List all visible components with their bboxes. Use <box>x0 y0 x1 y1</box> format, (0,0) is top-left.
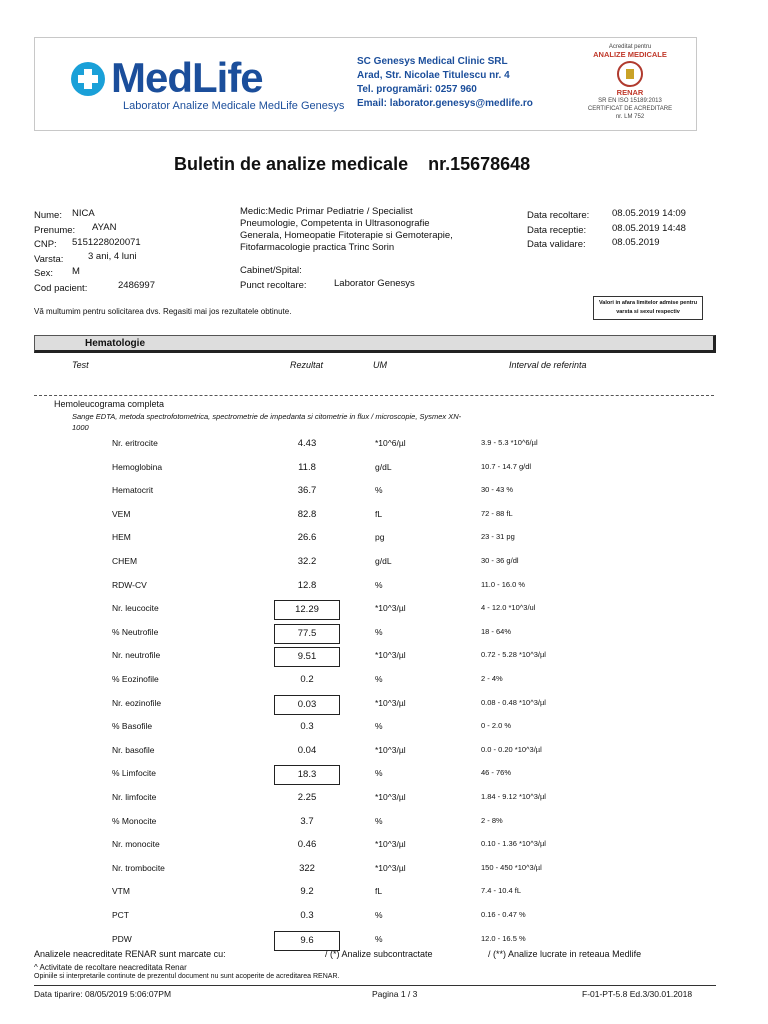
test-name: Hematocrit <box>112 485 154 495</box>
reference-interval: 3.9 - 5.3 *10^6/µl <box>481 438 538 447</box>
reference-interval: 72 - 88 fL <box>481 509 513 518</box>
logo-subtitle: Laborator Analize Medicale MedLife Genesys <box>123 100 345 112</box>
reference-interval: 2 - 8% <box>481 816 503 825</box>
reference-interval: 0 - 2.0 % <box>481 721 512 730</box>
out-of-range-legend: Valori in afara limitelor admise pentru varsta si sexul respectiv <box>593 296 703 320</box>
cabinet-label: Cabinet/Spital: <box>240 265 302 276</box>
table-row <box>0 698 768 718</box>
reception-date-label: Data receptie: <box>527 225 587 236</box>
test-result: 18.3 <box>274 765 340 785</box>
reference-interval: 30 - 43 % <box>481 485 514 494</box>
validation-date-label: Data validare: <box>527 239 586 250</box>
col-result: Rezultat <box>290 360 324 370</box>
patient-sex: M <box>72 266 80 277</box>
table-row <box>0 509 768 529</box>
punct-label: Punct recoltare: <box>240 280 307 291</box>
medic-info: Medic:Medic Primar Pediatrie / Specialist Pneumologie, Competenta in Ultrasonografie Generala, Homeopatie Fitoterapie si Gemoterapie, Fitofarmacologie practica Trinc Sorin <box>240 206 453 253</box>
test-result: 9.51 <box>274 647 340 667</box>
col-um: UM <box>373 360 387 370</box>
page-number: Pagina 1 / 3 <box>372 989 418 999</box>
test-result: 0.04 <box>297 745 317 756</box>
test-unit: *10^3/µl <box>375 792 406 802</box>
test-group-title: Hemoleucograma completa <box>54 399 165 409</box>
table-row <box>0 721 768 741</box>
cnp-label: CNP: <box>34 239 57 250</box>
document-title <box>174 154 530 175</box>
reference-interval: 7.4 - 10.4 fL <box>481 886 522 895</box>
clinic-email[interactable]: Email: laborator.genesys@medlife.ro <box>357 98 533 109</box>
test-name: % Neutrofile <box>112 627 159 637</box>
name-label: Nume: <box>34 210 62 221</box>
table-row <box>0 674 768 694</box>
test-unit: *10^3/µl <box>375 745 406 755</box>
accred-line: Acreditat pentru <box>608 44 652 50</box>
validation-date: 08.05.2019 <box>612 237 660 248</box>
test-name: Nr. trombocite <box>112 863 165 873</box>
patient-code-label: Cod pacient: <box>34 283 88 294</box>
test-unit: *10^3/µl <box>375 863 406 873</box>
clinic-info <box>357 55 533 111</box>
reference-interval: 30 - 36 g/dl <box>481 556 519 565</box>
collection-date-label: Data recoltare: <box>527 210 590 221</box>
clinic-phone: Tel. programări: 0257 960 <box>357 84 477 95</box>
accred-number: nr. LM 752 <box>615 114 645 120</box>
title-text: Buletin de analize medicale <box>174 154 409 174</box>
reference-interval: 1.84 - 9.12 *10^3/µl <box>481 792 546 801</box>
test-name: VTM <box>112 886 130 896</box>
col-test: Test <box>72 360 89 370</box>
test-result: 2.25 <box>297 792 317 803</box>
reference-interval: 2 - 4% <box>481 674 503 683</box>
table-row <box>0 580 768 600</box>
test-result: 36.7 <box>297 485 317 496</box>
table-row <box>0 745 768 765</box>
renar-note: Analizele neacreditate RENAR sunt marcate cu: <box>34 949 226 959</box>
patient-code: 2486997 <box>118 280 155 291</box>
test-name: % Basofile <box>112 721 153 731</box>
form-code: F-01-PT-5.8 Ed.3/30.01.2018 <box>582 989 693 999</box>
accreditation-badge <box>575 43 685 121</box>
test-result: 12.29 <box>274 600 340 620</box>
collection-date: 08.05.2019 14:09 <box>612 208 686 219</box>
test-result: 0.3 <box>300 910 314 921</box>
reference-interval: 0.0 - 0.20 *10^3/µl <box>481 745 542 754</box>
test-unit: pg <box>375 532 385 542</box>
table-row <box>0 650 768 670</box>
section-title: Hematologie <box>85 338 146 349</box>
test-result: 4.43 <box>297 438 317 449</box>
test-name: Nr. leucocite <box>112 603 159 613</box>
test-unit: *10^6/µl <box>375 438 406 448</box>
test-name: RDW-CV <box>112 580 147 590</box>
test-name: % Monocite <box>112 816 157 826</box>
accred-certificate: CERTIFICAT DE ACREDITARE <box>587 106 673 112</box>
age-label: Varsta: <box>34 254 64 265</box>
activity-note: ^ Activitate de recoltare neacreditata Renar <box>34 963 187 972</box>
reference-interval: 10.7 - 14.7 g/dl <box>481 462 532 471</box>
test-unit: fL <box>375 886 383 896</box>
test-unit: % <box>375 768 383 778</box>
test-unit: *10^3/µl <box>375 650 406 660</box>
table-row <box>0 462 768 482</box>
opinion-note: Opiniile si interpretarile continute de prezentul document nu sunt acoperite de acreditarea RENAR. <box>34 973 340 980</box>
test-unit: fL <box>375 509 383 519</box>
table-row <box>0 485 768 505</box>
test-unit: *10^3/µl <box>375 698 406 708</box>
test-unit: % <box>375 485 383 495</box>
test-method: Sange EDTA, metoda spectrofotometrica, spectrometrie de impedanta si citometrie in flux / microscopie, Sysmex XN-1000 <box>72 412 462 432</box>
test-name: PCT <box>112 910 129 920</box>
test-result: 0.3 <box>300 721 314 732</box>
clinic-address: Arad, Str. Nicolae Titulescu nr. 4 <box>357 70 510 81</box>
table-row <box>0 532 768 552</box>
bulletin-number: nr.15678648 <box>428 154 531 174</box>
reference-interval: 46 - 76% <box>481 768 512 777</box>
test-result: 0.46 <box>297 839 317 850</box>
clinic-name: SC Genesys Medical Clinic SRL <box>357 56 508 67</box>
table-row <box>0 863 768 883</box>
patient-name: NICA <box>72 208 95 219</box>
patient-first-name: AYAN <box>92 222 117 233</box>
medlife-logo: MedLife <box>111 54 263 101</box>
test-unit: % <box>375 627 383 637</box>
table-row <box>0 556 768 576</box>
test-name: VEM <box>112 509 131 519</box>
test-result: 322 <box>299 863 315 874</box>
accred-standard: SR EN ISO 15189:2013 <box>598 98 662 104</box>
divider <box>34 395 714 396</box>
table-row <box>0 603 768 623</box>
test-unit: g/dL <box>375 462 392 472</box>
test-result: 11.8 <box>298 462 316 473</box>
reference-interval: 0.08 - 0.48 *10^3/µl <box>481 698 546 707</box>
test-result: 82.8 <box>297 509 317 520</box>
test-result: 77.5 <box>274 624 340 644</box>
test-name: PDW <box>112 934 132 944</box>
test-name: CHEM <box>112 556 138 566</box>
subcontract-note: / (*) Analize subcontractate <box>325 949 433 959</box>
test-result: 3.7 <box>300 816 314 827</box>
section-header <box>34 335 716 353</box>
test-name: % Limfocite <box>112 768 156 778</box>
patient-cnp: 5151228020071 <box>72 237 141 248</box>
test-unit: % <box>375 816 383 826</box>
reference-interval: 0.10 - 1.36 *10^3/µl <box>481 839 546 848</box>
reception-date: 08.05.2019 14:48 <box>612 223 686 234</box>
table-row <box>0 792 768 812</box>
table-row <box>0 816 768 836</box>
col-reference: Interval de referinta <box>509 360 587 370</box>
test-result: 26.6 <box>297 532 317 543</box>
reference-interval: 0.16 - 0.47 % <box>481 910 526 919</box>
reference-interval: 0.72 - 5.28 *10^3/µl <box>481 650 546 659</box>
test-result: 9.2 <box>300 886 314 897</box>
test-name: % Eozinofile <box>112 674 159 684</box>
test-result: 32.2 <box>297 556 317 567</box>
renar-seal-icon <box>617 61 643 87</box>
test-unit: % <box>375 580 383 590</box>
test-name: HEM <box>112 532 131 542</box>
medlife-cross-icon <box>71 62 105 96</box>
table-row <box>0 910 768 930</box>
lab-header <box>34 37 697 131</box>
thanks-message: Vă multumim pentru solicitarea dvs. Regasiti mai jos rezultatele obtinute. <box>34 307 292 316</box>
test-name: Hemoglobina <box>112 462 163 472</box>
test-name: Nr. eozinofile <box>112 698 162 708</box>
test-unit: % <box>375 721 383 731</box>
reference-interval: 12.0 - 16.5 % <box>481 934 526 943</box>
table-row <box>0 768 768 788</box>
test-unit: % <box>375 934 383 944</box>
test-name: Nr. monocite <box>112 839 160 849</box>
footer-divider <box>34 985 716 986</box>
test-unit: % <box>375 910 383 920</box>
accred-title: ANALIZE MEDICALE <box>593 50 667 59</box>
first-name-label: Prenume: <box>34 225 76 236</box>
test-unit: *10^3/µl <box>375 603 406 613</box>
sex-label: Sex: <box>34 268 54 279</box>
patient-age: 3 ani, 4 luni <box>88 251 137 262</box>
reference-interval: 18 - 64% <box>481 627 512 636</box>
test-result: 9.6 <box>274 931 340 951</box>
test-name: Nr. limfocite <box>112 792 157 802</box>
test-name: Nr. neutrofile <box>112 650 161 660</box>
test-result: 12.8 <box>297 580 317 591</box>
print-date: Data tiparire: 08/05/2019 5:06:07PM <box>34 989 172 999</box>
test-unit: g/dL <box>375 556 392 566</box>
table-row <box>0 839 768 859</box>
reference-interval: 11.0 - 16.0 % <box>481 580 526 589</box>
test-unit: *10^3/µl <box>375 839 406 849</box>
network-note: / (**) Analize lucrate in reteaua Medlife <box>488 949 642 959</box>
test-unit: % <box>375 674 383 684</box>
test-name: Nr. basofile <box>112 745 155 755</box>
table-row <box>0 438 768 458</box>
reference-interval: 23 - 31 pg <box>481 532 515 541</box>
test-result: 0.2 <box>300 674 314 685</box>
test-result: 0.03 <box>274 695 340 715</box>
test-name: Nr. eritrocite <box>112 438 158 448</box>
punct-recoltare: Laborator Genesys <box>334 278 415 289</box>
reference-interval: 4 - 12.0 *10^3/ul <box>481 603 536 612</box>
reference-interval: 150 - 450 *10^3/µl <box>481 863 542 872</box>
table-row <box>0 886 768 906</box>
table-row <box>0 627 768 647</box>
renar-brand: RENAR <box>616 88 644 97</box>
